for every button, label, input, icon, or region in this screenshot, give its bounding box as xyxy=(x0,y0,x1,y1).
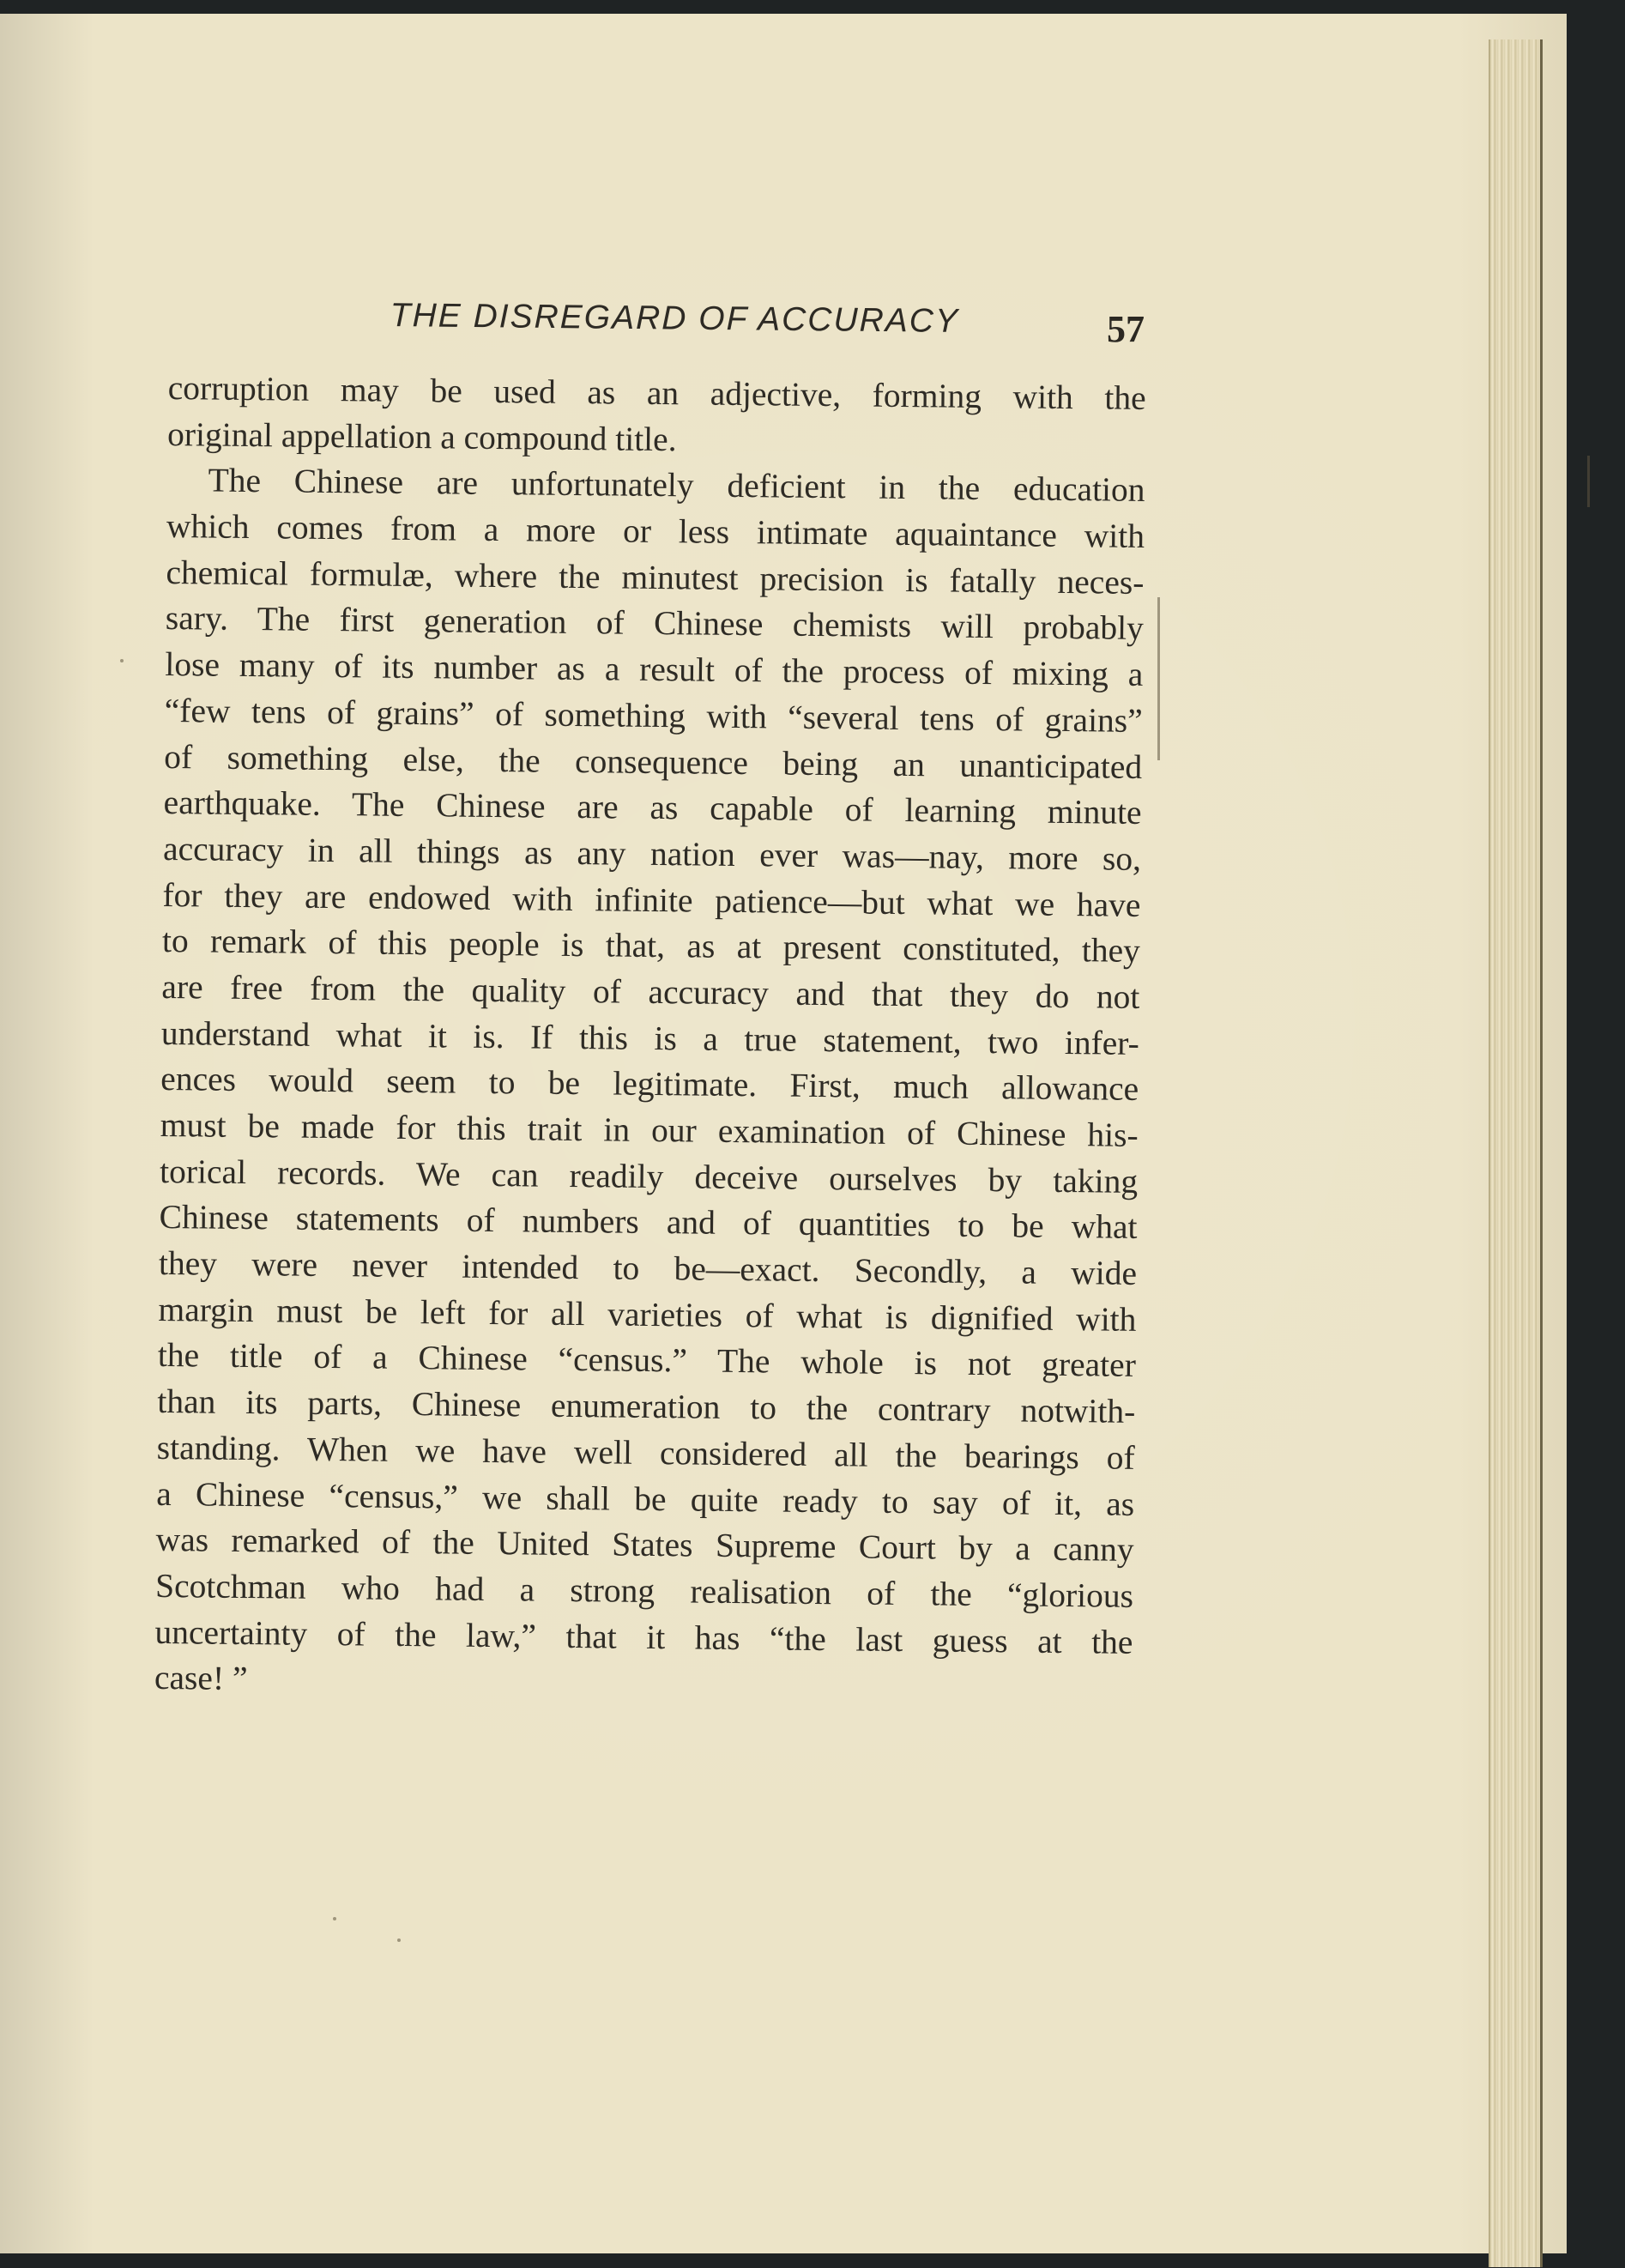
margin-pencil-mark xyxy=(1157,597,1160,760)
text-line-18: torical records. We can readily deceive ourselves by taking xyxy=(159,1152,1139,1201)
margin-line-mark xyxy=(1587,456,1590,507)
text-line-17: must be made for this trait in our examination of Chinese his- xyxy=(160,1105,1139,1154)
text-line-24: standing. When we have well considered all the bearings of xyxy=(156,1428,1135,1477)
text-line-27: Scotchman who had a strong realisation of the “glorious xyxy=(154,1566,1134,1615)
text-line-23: than its parts, Chinese enumeration to the contrary notwith- xyxy=(157,1382,1136,1430)
text-line-21: margin must be left for all varieties of what is dignified with xyxy=(158,1290,1137,1339)
page-edge xyxy=(1489,39,1543,2267)
text-line-4: which comes from a more or less intimate aquaintance with xyxy=(166,507,1145,555)
text-line-22: the title of a Chinese “census.” The whole is not greater xyxy=(157,1336,1137,1385)
text-line-7: lose many of its number as a result of the process of mixing a xyxy=(165,645,1144,694)
text-line-1: corruption may be used as an adjective, forming with the xyxy=(167,368,1146,417)
book-page xyxy=(0,14,1567,2253)
text-line-29: case! ” xyxy=(154,1659,248,1698)
text-line-25: a Chinese “census,” we shall be quite ready to say of it, as xyxy=(156,1474,1135,1523)
text-line-11: accuracy in all things as any nation ever was—nay, more so, xyxy=(162,829,1142,878)
text-line-15: understand what it is. If this is a true statement, two infer- xyxy=(160,1013,1140,1062)
text-line-26: was remarked of the United States Supreme Court by a canny xyxy=(155,1521,1134,1569)
text-line-10: earthquake. The Chinese are as capable of learning minute xyxy=(163,783,1142,832)
paper-speck xyxy=(333,1917,336,1920)
running-title: THE DISREGARD OF ACCURACY xyxy=(390,297,960,340)
text-line-12: for they are endowed with infinite patience—but what we have xyxy=(162,875,1141,924)
text-line-28: uncertainty of the law,” that it has “the last guess at the xyxy=(154,1612,1133,1661)
text-line-14: are free from the quality of accuracy and that they do not xyxy=(161,967,1140,1016)
text-line-13: to remark of this people is that, as at present constituted, they xyxy=(161,922,1141,971)
text-line-19: Chinese statements of numbers and of quantities to be what xyxy=(159,1198,1138,1247)
text-line-20: they were never intended to be—exact. Secondly, a wide xyxy=(158,1244,1138,1292)
text-line-5: chemical formulæ, where the minutest precision is fatally neces- xyxy=(166,553,1145,602)
page-number: 57 xyxy=(1107,308,1145,350)
body-text xyxy=(154,366,1146,1712)
text-line-2: original appellation a compound title. xyxy=(166,414,677,458)
paper-speck xyxy=(397,1938,401,1942)
text-line-9: of something else, the consequence being an unanticipated xyxy=(163,737,1143,786)
paper-speck xyxy=(120,659,124,662)
text-line-8: “few tens of grains” of something with “several tens of grains” xyxy=(164,691,1143,740)
text-line-16: ences would seem to be legitimate. First, much allowance xyxy=(160,1060,1139,1109)
text-line-6: sary. The first generation of Chinese chemists will probably xyxy=(165,599,1145,648)
text-line-3: The Chinese are unfortunately deficient in the education xyxy=(208,461,1145,510)
